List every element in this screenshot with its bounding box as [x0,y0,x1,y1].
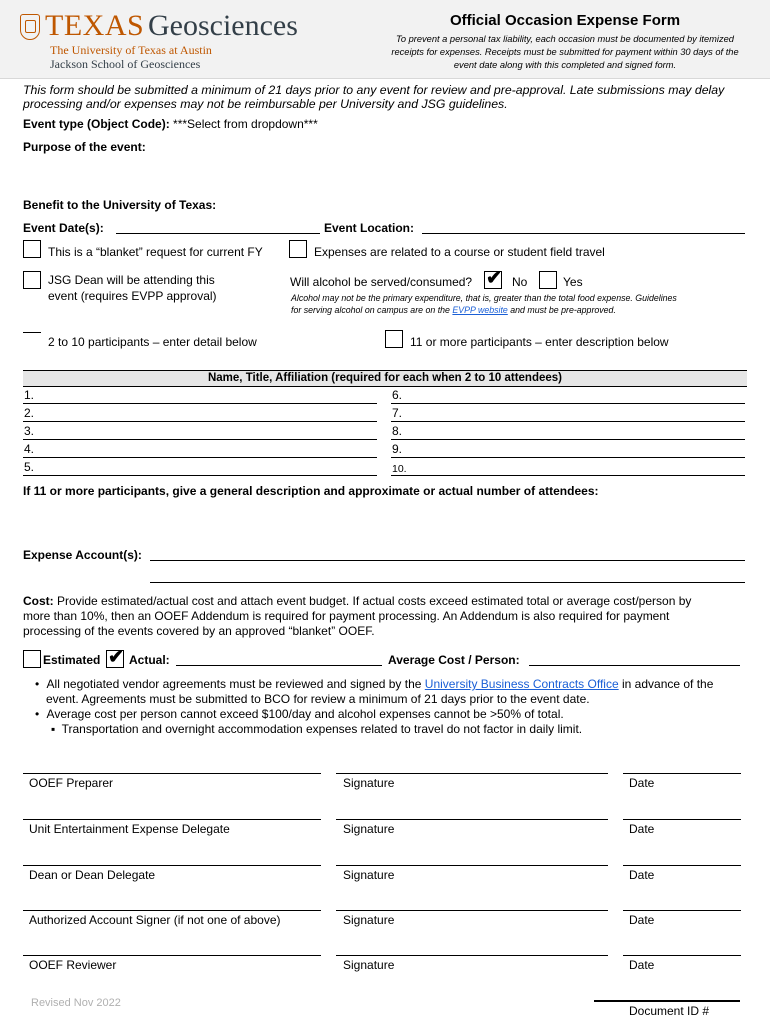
signer-role: Unit Entertainment Expense Delegate [29,822,230,836]
form-subtitle: To prevent a personal tax liability, each occasion must be documented by itemized receipts for expenses. Receipts must be submitted for payment within 30 days of the event date along with this completed and signed form. [391,34,739,70]
dean-label-2: event (requires EVPP approval) [48,289,217,303]
alcohol-note-2b: and must be pre-approved. [510,305,616,315]
actual-cost-field[interactable] [176,665,382,666]
cost-text-1: Provide estimated/actual cost and attach event budget. If actual costs exceed estimated total or average cost/person by [57,594,692,608]
attendee-row[interactable] [391,404,745,422]
logo-school: Jackson School of Geosciences [50,57,201,71]
cost-line-3: processing of the events covered by an approved “blanket” OOEF. [23,624,375,638]
signature-line[interactable] [336,955,608,956]
cost-line-1 [23,594,691,609]
attendee-row[interactable] [391,458,745,476]
cost-label: Cost: [23,594,54,608]
average-cost-field[interactable] [529,665,740,666]
alcohol-note-2 [291,305,616,316]
ut-seal-icon [20,14,40,40]
blanket-checkbox[interactable] [23,240,41,258]
event-dates-field[interactable] [116,233,320,234]
signature-line[interactable] [336,910,608,911]
participants-2-10-blank[interactable] [23,332,41,333]
participants-11-checkbox[interactable] [385,330,403,348]
check-mark-icon: ✔ [108,647,124,668]
attendee-number: 3. [24,424,35,438]
date-label: Date [629,913,655,927]
attendees-left-list [23,386,377,476]
bullet-1-continued: event. Agreements must be submitted to BCO for review a minimum of 21 days prior to the event date. [46,692,590,706]
alcohol-note-1: Alcohol may not be the primary expenditure, that is, greater than the total food expense. Guidelines [291,293,677,303]
date-line[interactable] [623,865,741,866]
purpose-label: Purpose of the event: [23,140,146,154]
signature-label: Signature [343,958,395,972]
alcohol-yes-checkbox[interactable] [539,271,557,289]
event-dates-label: Event Date(s): [23,221,104,235]
signature-block [23,773,745,1000]
attendee-number: 2. [24,406,35,420]
evpp-website-link[interactable]: EVPP website [452,305,508,315]
name-line[interactable] [23,955,321,956]
signer-role: Dean or Dean Delegate [29,868,156,882]
attendee-row[interactable] [391,386,745,404]
cost-line-2: more than 10%, then an OOEF Addendum is required for payment processing. An Addendum is also required for payment [23,609,670,623]
bullet-2 [35,707,564,722]
attendee-row[interactable] [23,422,377,440]
signature-label: Signature [343,913,395,927]
date-line[interactable] [623,773,741,774]
attendee-row[interactable] [23,458,377,476]
bullet-1-text-a: All negotiated vendor agreements must be reviewed and signed by the [46,677,422,691]
check-mark-icon: ✔ [486,268,502,289]
course-checkbox[interactable] [289,240,307,258]
alcohol-no-label: No [512,275,528,289]
actual-label: Actual: [129,653,170,667]
attendees-header-text: Name, Title, Affiliation (required for each when 2 to 10 attendees) [207,372,563,384]
signature-line[interactable] [336,865,608,866]
alcohol-no-checkbox[interactable] [484,268,502,289]
attendee-number: 7. [392,406,403,420]
form-title: Official Occasion Expense Form [449,12,681,29]
square-bullet-icon: ▪ [51,722,56,736]
event-type-row [23,117,318,132]
signer-role: Authorized Account Signer (if not one of above) [29,913,281,927]
date-line[interactable] [623,819,741,820]
bullet-1-text-b: in advance of the [622,677,714,691]
signature-row [23,955,745,1000]
attendees-header [23,370,747,387]
signature-row [23,773,745,819]
event-type-dropdown[interactable]: ***Select from dropdown*** [173,117,318,131]
signature-line[interactable] [336,819,608,820]
bullet-dot-icon: • [35,707,40,721]
attendee-number: 6. [392,388,403,402]
signature-row [23,819,745,865]
signer-role: OOEF Preparer [29,776,114,790]
business-contracts-link[interactable]: University Business Contracts Office [424,677,619,691]
alcohol-question: Will alcohol be served/consumed? [290,275,473,289]
signer-role: OOEF Reviewer [29,958,117,972]
bullet-1 [35,677,713,692]
participants-11-label: 11 or more participants – enter description below [410,335,669,349]
bullet-3 [51,722,582,737]
attendee-row[interactable] [23,386,377,404]
bullet-dot-icon: • [35,677,40,691]
document-id-label: Document ID # [629,1004,710,1018]
bullet-3-text: Transportation and overnight accommodation expenses related to travel do not factor in daily limit. [61,722,583,736]
event-location-field[interactable] [422,233,745,234]
name-line[interactable] [23,819,321,820]
name-line[interactable] [23,910,321,911]
date-line[interactable] [623,910,741,911]
expense-account-label: Expense Account(s): [23,548,142,562]
document-id-line[interactable] [594,1000,740,1002]
estimated-label: Estimated [43,653,101,667]
attendee-row[interactable] [23,440,377,458]
alcohol-yes-label: Yes [563,275,583,289]
blanket-label: This is a “blanket” request for current FY [48,245,263,259]
actual-checkbox[interactable] [106,647,124,668]
bullet-2-text: Average cost per person cannot exceed $100/day and alcohol expenses cannot be >50% of total. [46,707,564,721]
average-cost-label: Average Cost / Person: [388,653,520,667]
course-label: Expenses are related to a course or student field travel [314,245,605,259]
date-label: Date [629,958,655,972]
date-label: Date [629,868,655,882]
event-location-label: Event Location: [324,221,415,235]
name-line[interactable] [23,773,321,774]
logo-texas: TEXAS [45,9,145,42]
name-line[interactable] [23,865,321,866]
eleven-participants-label: If 11 or more participants, give a general description and approximate or actual number of attendees: [23,484,599,498]
logo-university: The University of Texas at Austin [50,43,212,57]
attendee-number: 10. [392,463,407,475]
dean-label-1: JSG Dean will be attending this [48,273,215,287]
event-type-label: Event type (Object Code): [23,117,170,131]
signature-label: Signature [343,868,395,882]
signature-label: Signature [343,776,395,790]
attendee-number: 5. [24,460,35,474]
date-label: Date [629,822,655,836]
signature-row [23,865,745,910]
signature-line[interactable] [336,773,608,774]
benefit-label: Benefit to the University of Texas: [23,198,217,212]
attendee-number: 9. [392,442,403,456]
date-line[interactable] [623,955,741,956]
logo-geosciences: Geosciences [148,9,298,42]
intro-line-2: processing and/or expenses may not be reimbursable per University and JSG guidelines. [23,97,508,111]
dean-checkbox[interactable] [23,271,41,289]
date-label: Date [629,776,655,790]
alcohol-note-2a: for serving alcohol on campus are on the [291,305,450,315]
signature-row [23,910,745,955]
attendee-row[interactable] [391,440,745,458]
expense-account-field-1[interactable] [150,560,745,561]
participants-2-10-label: 2 to 10 participants – enter detail below [48,335,257,349]
attendees-right-list [391,386,745,476]
intro-line-1: This form should be submitted a minimum of 21 days prior to any event for review and pre-approval. Late submissions may delay [23,83,725,97]
attendee-number: 4. [24,442,35,456]
estimated-checkbox[interactable] [23,650,41,668]
attendee-row[interactable] [391,422,745,440]
signature-label: Signature [343,822,395,836]
attendee-number: 1. [24,388,35,402]
attendee-number: 8. [392,424,403,438]
attendee-row[interactable] [23,404,377,422]
expense-account-field-2[interactable] [150,582,745,583]
revised-date: Revised Nov 2022 [31,997,121,1009]
